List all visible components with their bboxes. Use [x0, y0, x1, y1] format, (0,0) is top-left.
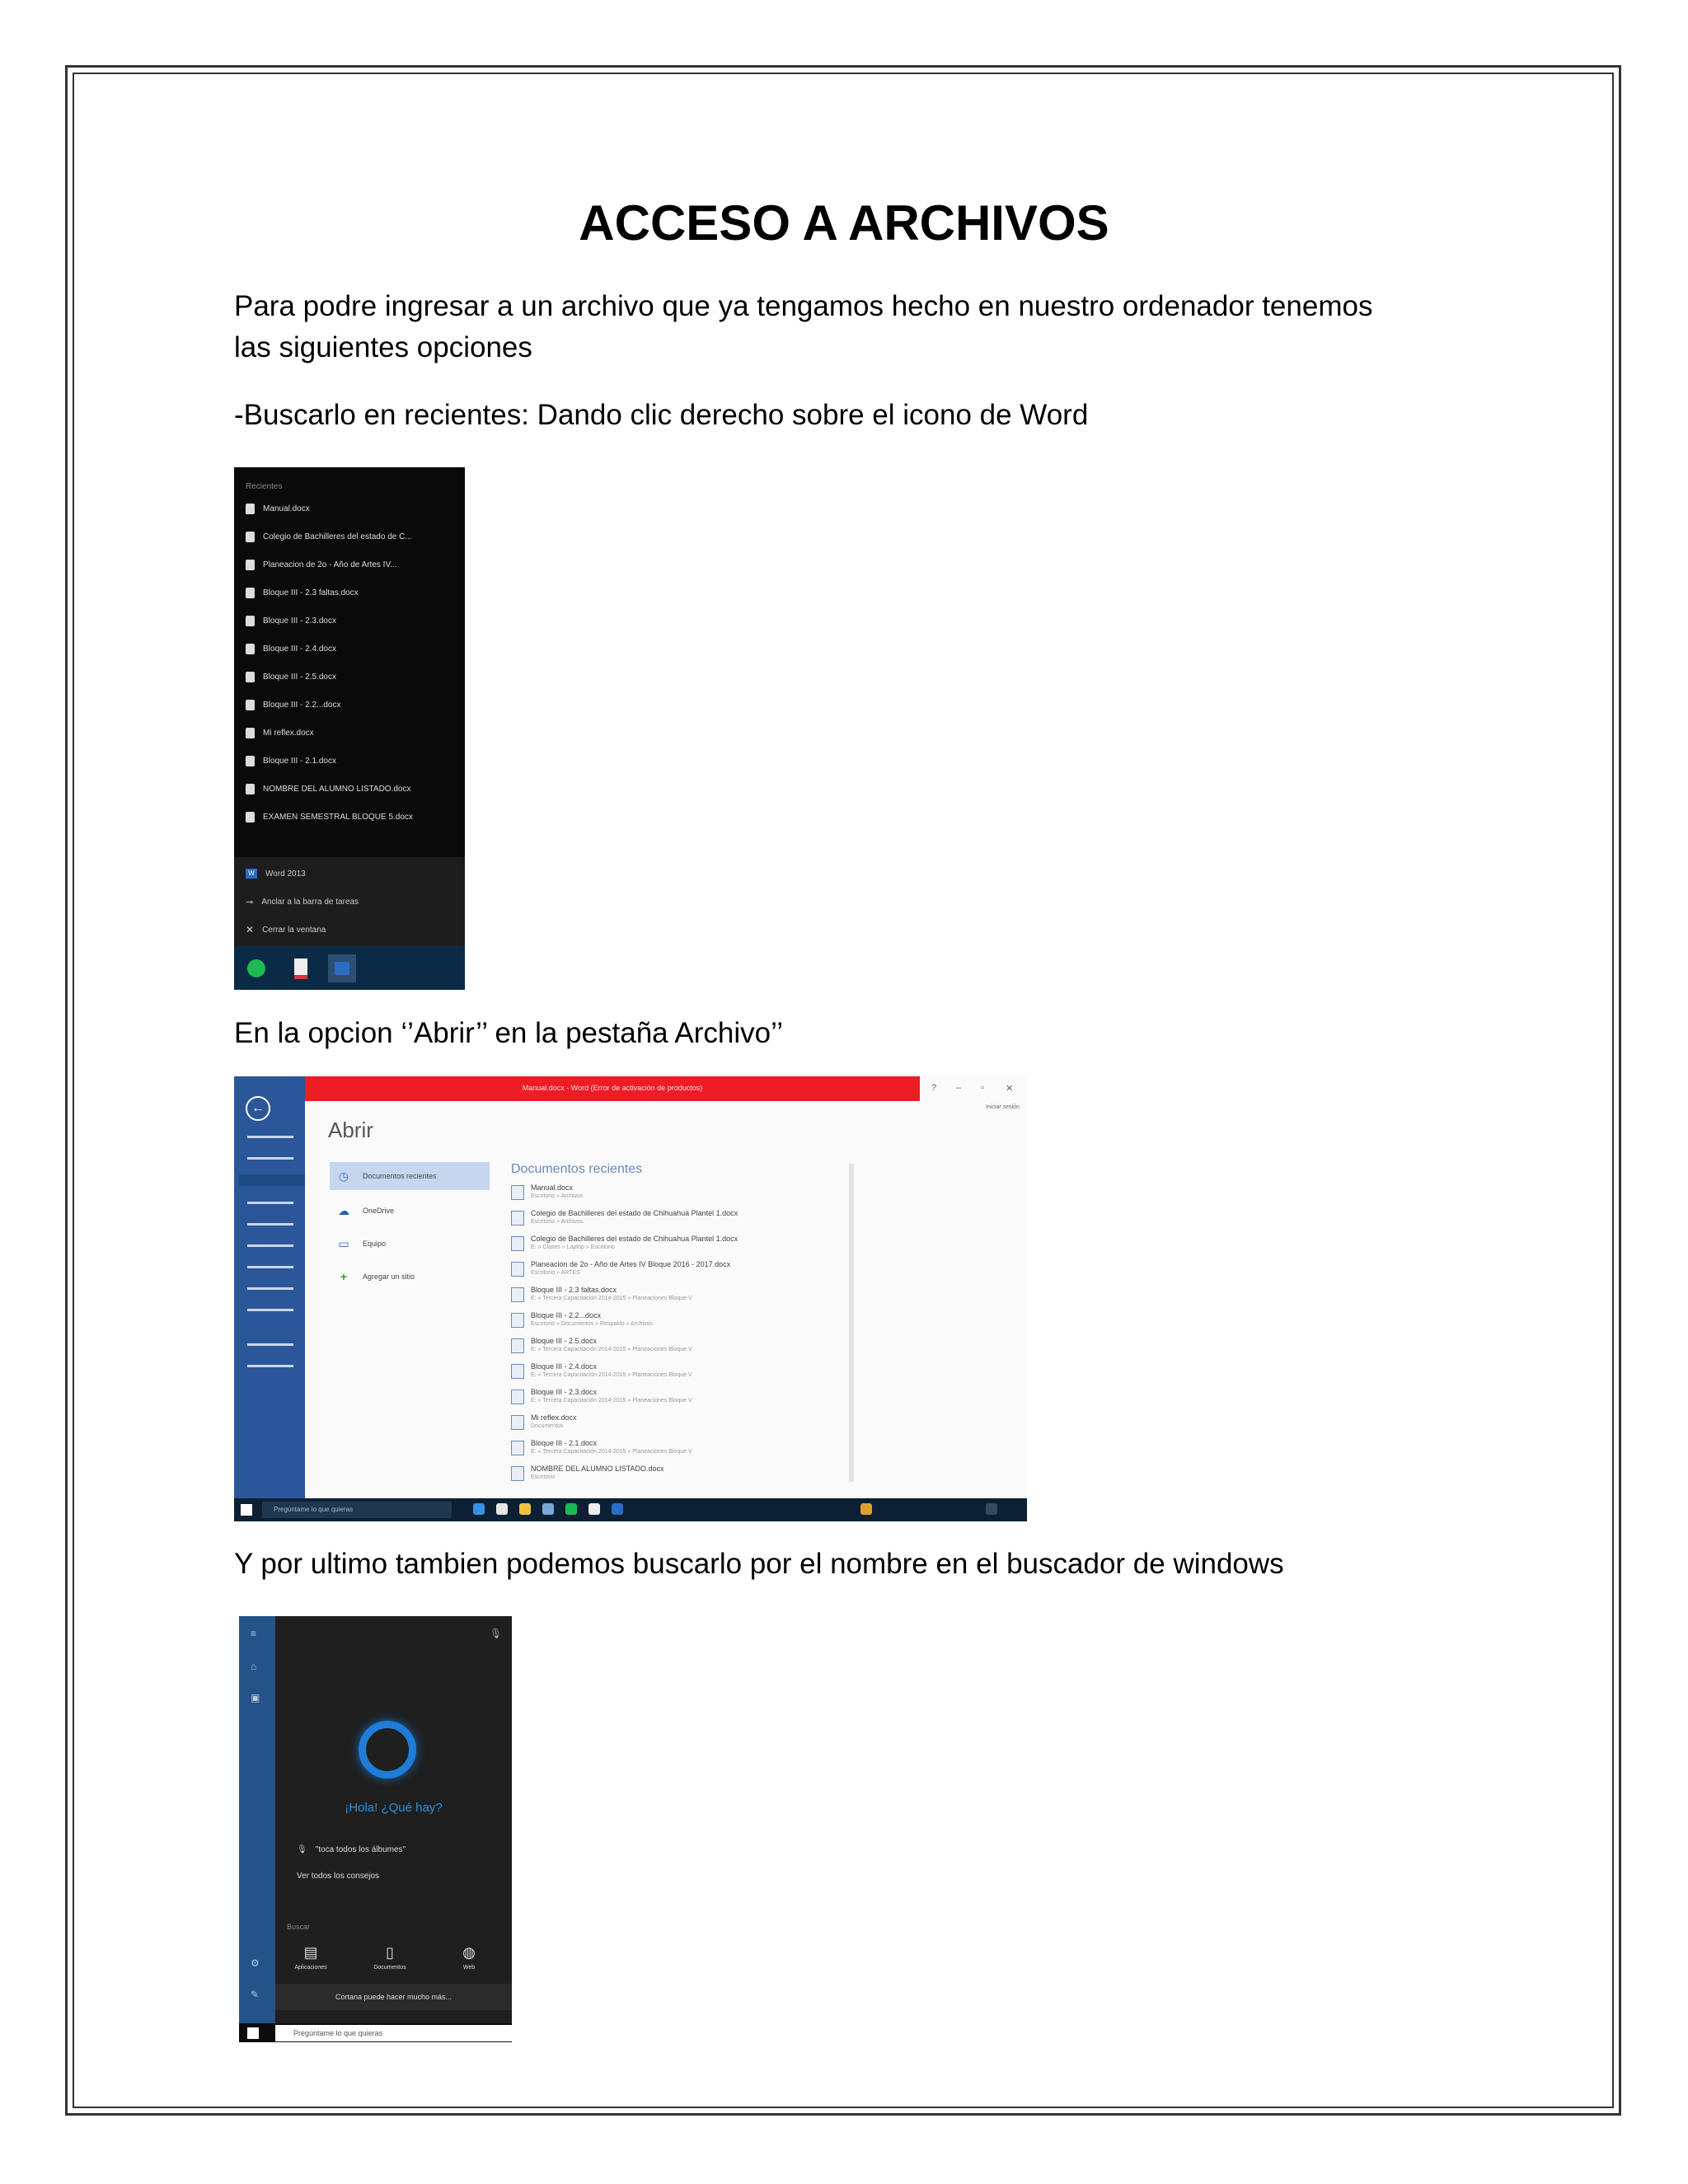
filter-documents[interactable]: ▯ Documentos — [361, 1944, 419, 1971]
word-taskbar-icon[interactable] — [612, 1503, 623, 1515]
back-arrow-icon[interactable]: ← — [246, 1096, 270, 1121]
word-doc-icon — [511, 1441, 524, 1455]
windows-taskbar — [239, 2023, 512, 2042]
microphone-icon[interactable]: 🎙 — [490, 1628, 503, 1639]
filter-apps[interactable]: ▤ Aplicaciones — [282, 1944, 340, 1971]
folder-icon[interactable] — [519, 1503, 531, 1515]
filter-web[interactable]: ◍ Web — [440, 1944, 498, 1971]
jumplist-item[interactable]: Bloque III - 2.1.docx — [246, 752, 336, 769]
notebook-icon[interactable]: ▣ — [251, 1692, 260, 1704]
recent-doc-row[interactable]: Bloque III - 2.3.docx E: » Tercera Capacitación 2014-2015 » Planeaciones Bloque V — [511, 1388, 692, 1408]
nav-item-abrir[interactable] — [239, 1174, 305, 1186]
jumplist-item[interactable]: Bloque III - 2.3.docx — [246, 612, 336, 629]
nav-item-guardar[interactable] — [247, 1202, 293, 1204]
nav-item-cerrar[interactable] — [247, 1309, 293, 1311]
explorer-icon[interactable] — [496, 1503, 508, 1515]
cortana-tips-link[interactable]: Ver todos los consejos — [297, 1872, 380, 1881]
location-equipo[interactable]: ▭ Equipo — [330, 1230, 490, 1258]
nav-item-cuenta[interactable] — [247, 1343, 293, 1346]
jumplist-heading: Recientes — [246, 482, 283, 491]
word-doc-icon — [246, 672, 255, 682]
computer-icon: ▭ — [338, 1237, 349, 1250]
spotify-icon[interactable] — [242, 954, 270, 982]
jumplist-item[interactable]: Mi reflex.docx — [246, 724, 314, 741]
notifications-icon[interactable] — [986, 1503, 997, 1515]
option-buscador-text: Y por ultimo tambien podemos buscarlo por el nombre en el buscador de windows — [234, 1548, 1284, 1580]
nav-item-exportar[interactable] — [247, 1287, 293, 1290]
cortana-suggestion[interactable]: 🎙 "toca todos los álbumes" — [297, 1845, 406, 1854]
microphone-icon: 🎙 — [297, 1845, 307, 1854]
word-doc-icon — [511, 1338, 524, 1353]
word-doc-icon — [511, 1415, 524, 1430]
help-icon[interactable]: ? — [931, 1083, 937, 1093]
location-recent[interactable]: ◷ Documentos recientes — [330, 1162, 490, 1190]
home-icon[interactable]: ⌂ — [251, 1661, 257, 1672]
word-doc-icon — [511, 1364, 524, 1379]
document-title: ACCESO A ARCHIVOS — [579, 195, 1109, 251]
recent-doc-row[interactable]: Planeacion de 2o - Año de Artes IV Bloque 2016 - 2017.docx Escritorio » ARTES — [511, 1260, 730, 1280]
windows-taskbar — [234, 1498, 1027, 1521]
word-doc-icon — [511, 1390, 524, 1404]
recent-doc-row[interactable]: NOMBRE DEL ALUMNO LISTADO.docx Escritorio — [511, 1465, 664, 1484]
word-doc-icon — [511, 1211, 524, 1226]
recent-doc-row[interactable]: Mi reflex.docx Documentos — [511, 1413, 577, 1433]
jumplist-item[interactable]: NOMBRE DEL ALUMNO LISTADO.docx — [246, 780, 411, 797]
jumplist-item[interactable]: Bloque III - 2.3 faltas.docx — [246, 584, 359, 601]
jumplist-item[interactable]: Bloque III - 2.5.docx — [246, 668, 336, 685]
acrobat-icon[interactable] — [287, 954, 315, 982]
search-section-label: Buscar — [287, 1923, 311, 1931]
jumplist-item[interactable]: Colegio de Bachilleres del estado de C... — [246, 528, 412, 545]
close-icon[interactable]: ✕ — [1006, 1084, 1014, 1094]
word-open-screenshot — [234, 1076, 1027, 1521]
recent-doc-row[interactable]: Bloque III - 2.5.docx E: » Tercera Capacitación 2014-2015 » Planeaciones Bloque V — [511, 1337, 692, 1357]
acrobat-icon[interactable] — [588, 1503, 600, 1515]
jumplist-item[interactable]: EXAMEN SEMESTRAL BLOQUE 5.docx — [246, 808, 413, 825]
jumplist-action-close[interactable]: ✕ Cerrar la ventana — [246, 924, 326, 935]
word-doc-icon — [511, 1236, 524, 1251]
people-icon[interactable] — [860, 1503, 872, 1515]
cortana-greeting: ¡Hola! ¿Qué hay? — [345, 1801, 443, 1815]
word-doc-icon — [246, 812, 255, 823]
word-doc-icon — [246, 644, 255, 654]
title-bar — [305, 1076, 920, 1101]
maximize-icon[interactable]: ▫ — [981, 1083, 984, 1093]
jumplist-item[interactable]: Bloque III - 2.4.docx — [246, 640, 336, 657]
plus-icon: + — [340, 1270, 348, 1283]
word-doc-icon — [246, 532, 255, 542]
nav-item-nuevo[interactable] — [247, 1157, 293, 1160]
option-abrir-text: En la opcion ‘’Abrir’’ en la pestaña Archivo’’ — [234, 1017, 784, 1049]
cortana-more-button[interactable]: Cortana puede hacer mucho más... — [275, 1984, 512, 2010]
word-taskbar-icon[interactable] — [328, 954, 356, 982]
nav-item-imprimir[interactable] — [247, 1244, 293, 1247]
sign-in-link[interactable]: Iniciar sesión — [986, 1104, 1020, 1110]
cortana-screenshot — [239, 1616, 512, 2042]
cortana-logo-icon — [359, 1721, 416, 1779]
feedback-icon[interactable]: ✎ — [251, 1989, 260, 2000]
jumplist-actions — [234, 857, 465, 946]
apps-icon: ▤ — [303, 1944, 318, 1961]
windows-start-icon[interactable] — [241, 1504, 252, 1516]
intro-line-1: Para podre ingresar a un archivo que ya tengamos hecho en nuestro ordenador tenemos — [234, 290, 1373, 322]
word-doc-icon — [246, 560, 255, 570]
word-doc-icon — [246, 504, 255, 514]
location-onedrive[interactable]: ☁ OneDrive — [338, 1204, 395, 1217]
jumplist-action-word[interactable]: W Word 2013 — [246, 865, 306, 882]
spotify-icon[interactable] — [565, 1503, 577, 1515]
minimize-icon[interactable]: – — [956, 1083, 962, 1093]
edge-icon[interactable] — [473, 1503, 485, 1515]
word-doc-icon — [246, 728, 255, 738]
globe-icon: ◍ — [462, 1944, 476, 1961]
word-doc-icon — [511, 1313, 524, 1328]
open-heading: Abrir — [328, 1118, 373, 1142]
recent-doc-row[interactable]: Bloque III - 2.3 faltas.docx E: » Tercera Capacitación 2014-2015 » Planeaciones Bloque V — [511, 1286, 692, 1305]
recent-doc-row[interactable]: Bloque III - 2.4.docx E: » Tercera Capacitación 2014-2015 » Planeaciones Bloque V — [511, 1362, 692, 1382]
word-doc-icon — [246, 700, 255, 710]
nav-item-guardar-como[interactable] — [247, 1223, 293, 1226]
window-title: Manual.docx - Word (Error de activación de productos) — [522, 1084, 703, 1092]
jumplist-item[interactable]: Manual.docx — [246, 500, 310, 517]
word-doc-icon — [246, 756, 255, 766]
recent-doc-row[interactable]: Bloque III - 2.2...docx Escritorio » Documentos » Respaldo » Archivos — [511, 1311, 653, 1331]
nav-item-informacion[interactable] — [247, 1136, 293, 1138]
recent-doc-row[interactable]: Colegio de Bachilleres del estado de Chihuahua Plantel 1.docx Escritorio » Archivos — [511, 1209, 738, 1229]
taskbar-search-box[interactable]: Pregúntame lo que quieras — [262, 1502, 452, 1518]
cloud-icon: ☁ — [338, 1204, 349, 1217]
word-doc-icon — [511, 1185, 524, 1200]
jumplist-item[interactable]: Planeacion de 2o - Año de Artes IV... — [246, 556, 397, 573]
recent-docs-scrollbar[interactable] — [849, 1164, 854, 1482]
pin-icon: ⊸ — [246, 897, 254, 907]
backstage-nav — [234, 1076, 305, 1498]
nav-item-compartir[interactable] — [247, 1266, 293, 1268]
option-recientes-text: -Buscarlo en recientes: Dando clic derecho sobre el icono de Word — [234, 399, 1089, 431]
windows-start-icon[interactable] — [247, 2027, 259, 2039]
cortana-sidebar — [239, 1616, 275, 2023]
intro-line-2: las siguientes opciones — [234, 331, 532, 363]
jumplist-action-pin[interactable]: ⊸ Anclar a la barra de tareas — [246, 897, 359, 907]
word-doc-icon — [511, 1287, 524, 1302]
word-doc-icon — [246, 588, 255, 598]
location-add-site[interactable]: + Agregar un sitio — [330, 1263, 490, 1291]
hamburger-icon[interactable]: ≡ — [251, 1628, 257, 1639]
jumplist-screenshot — [234, 467, 465, 990]
recent-doc-row[interactable]: Manual.docx Escritorio » Archivos — [511, 1183, 583, 1203]
document-icon: ▯ — [386, 1944, 394, 1961]
clock-icon: ◷ — [338, 1169, 349, 1183]
jumplist-item[interactable]: Bloque III - 2.2...docx — [246, 696, 341, 713]
close-icon: ✕ — [246, 924, 255, 935]
recent-doc-row[interactable]: Colegio de Bachilleres del estado de Chihuahua Plantel 1.docx E: » Clases » Laptop » Escritorio — [511, 1235, 738, 1254]
recent-doc-row[interactable]: Bloque III - 2.1.docx E: » Tercera Capacitación 2014-2015 » Planeaciones Bloque V — [511, 1439, 692, 1459]
word-doc-icon — [246, 616, 255, 626]
word-doc-icon — [511, 1262, 524, 1277]
recent-docs-heading: Documentos recientes — [511, 1162, 643, 1176]
store-icon[interactable] — [542, 1503, 554, 1515]
word-app-icon: W — [246, 869, 257, 879]
taskbar — [234, 946, 465, 990]
nav-item-opciones[interactable] — [247, 1365, 293, 1367]
settings-icon[interactable]: ⚙ — [251, 1957, 260, 1969]
word-doc-icon — [246, 784, 255, 794]
cortana-search-input[interactable]: Pregúntame lo que quieras — [275, 2025, 512, 2041]
word-doc-icon — [511, 1466, 524, 1481]
